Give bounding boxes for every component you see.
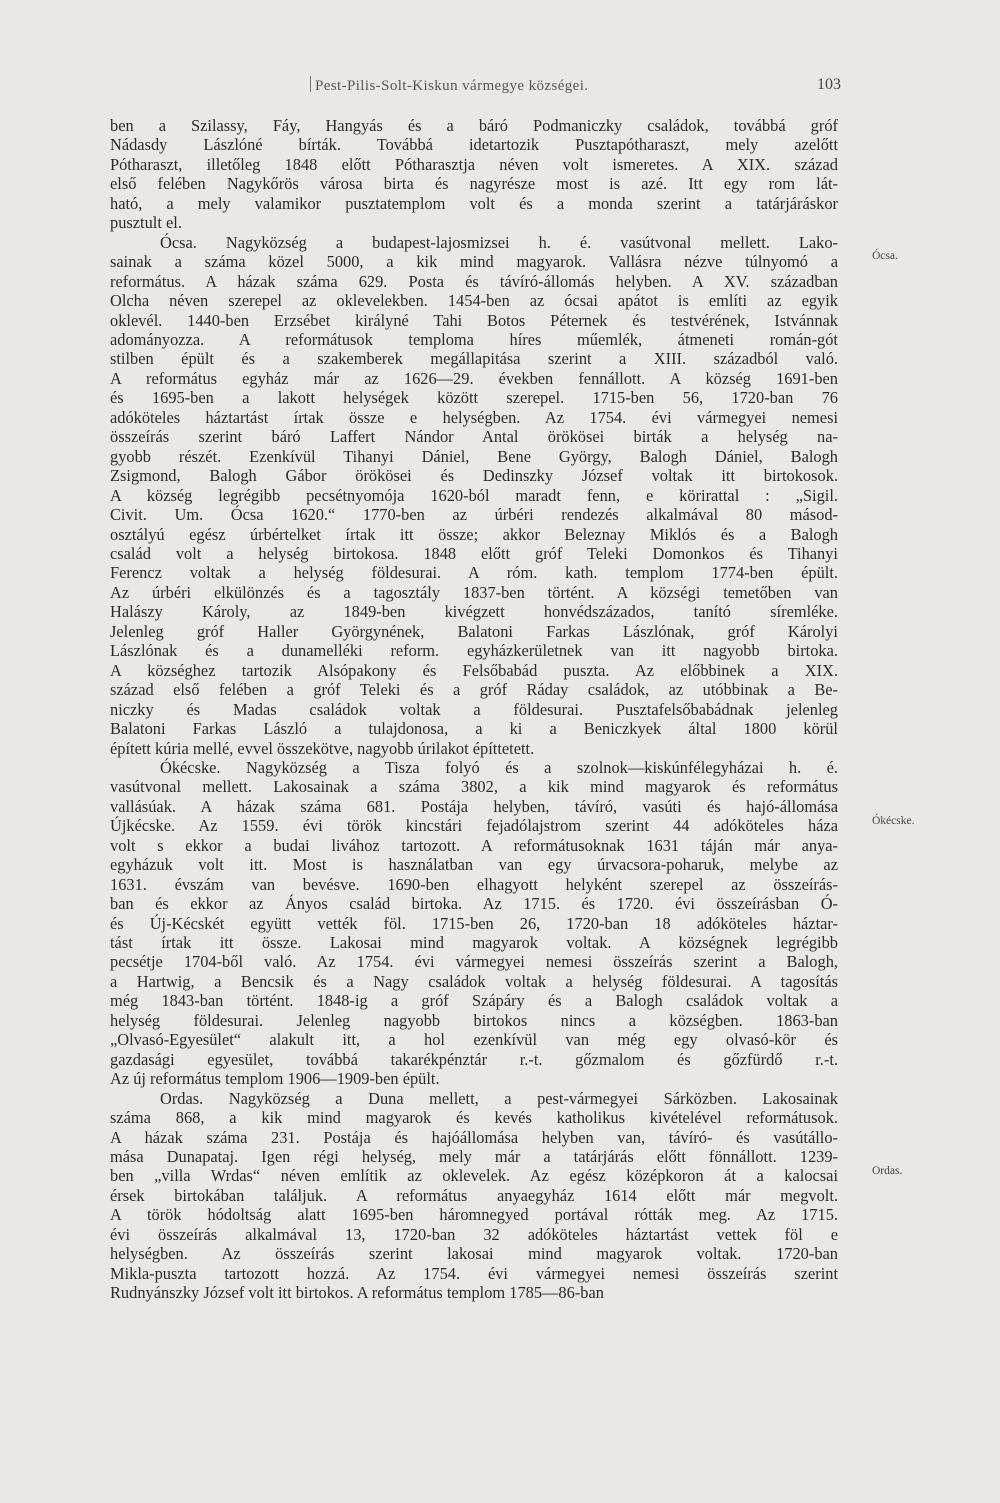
text-line: vasútvonal mellett. Lakosainak a száma 3802, a kik mind magyarok és református — [110, 777, 838, 797]
text-line: Civit. Um. Ócsa 1620.“ 1770-ben az úrbéri rendezés alkalmával 80 másod- — [110, 505, 838, 525]
header-rule — [310, 76, 311, 92]
text-line: Ordas. Nagyközség a Duna mellett, a pest-vármegyei Sárközben. Lakosainak — [160, 1088, 838, 1108]
text-line: gyobb részét. Ezenkívül Tihanyi Dániel, Bene György, Balogh Dániel, Balogh — [110, 446, 838, 466]
text-line: Rudnyánszky József volt itt birtokos. A református templom 1785—86-ban — [110, 1283, 604, 1303]
text-line: ban és ekkor az Ányos család birtoka. Az 1715. és 1720. évi összeírásban Ó- — [110, 894, 838, 914]
text-line: ható, a mely valamikor pusztatemplom volt és a monda szerint a tatárjáráskor — [110, 193, 838, 213]
text-line: Ócsa. Nagyközség a budapest-lajosmizsei h. é. vasútvonal mellett. Lako- — [160, 232, 838, 252]
text-line: Az úrbéri elkülönzés és a tagosztály 1837-ben történt. A községi temetőben van — [110, 582, 838, 602]
text-line: Újkécske. Az 1559. évi török kincstári fejadólajstrom szerint 44 adóköteles háza — [110, 816, 838, 836]
text-line: még 1843-ban történt. 1848-ig a gróf Szápáry és a Balogh családok voltak a — [110, 991, 838, 1011]
text-line: stilben épült és a szakemberek megállapitása szerint a XIII. századból való. — [110, 349, 838, 369]
text-line: helységben. Az összeírás szerint lakosai mind magyarok voltak. 1720-ban — [110, 1244, 838, 1264]
text-line: mása Dunapataj. Igen régi helység, mely már a tatárjárás előtt fönnállott. 1239- — [110, 1147, 838, 1167]
text-line: Pótharaszt, illetőleg 1848 előtt Pótharasztja néven volt ismeretes. A XIX. század — [110, 154, 838, 174]
text-line: pecsétje 1704-ből való. Az 1754. évi vármegyei nemesi összeírás szerint a Balogh, — [110, 952, 838, 972]
text-line: Ferencz voltak a helység földesurai. A róm. kath. templom 1774-ben épült. — [110, 563, 838, 583]
margin-note-ordas: Ordas. — [872, 1165, 903, 1177]
text-line: egyházuk volt itt. Most is használatban van egy úrvacsora-poharuk, melybe az — [110, 855, 838, 875]
text-line: Halászy Károly, az 1849-ben kivégzett honvédszázados, tanító síremléke. — [110, 602, 838, 622]
text-line: sainak a száma közel 5000, a kik mind magyarok. Vallásra nézve túlnyomó a — [110, 252, 838, 272]
running-title — [310, 76, 588, 95]
text-line: A község legrégibb pecsétnyomója 1620-ból maradt fenn, e körirattal : „Sigil. — [110, 485, 838, 505]
text-line: család volt a helység birtokosa. 1848 előtt gróf Teleki Domonkos és Tihanyi — [110, 543, 838, 563]
text-line: 1631. évszám van bevésve. 1690-ben elhagyott helyként szerepel az összeírás- — [110, 874, 838, 894]
text-line: Ókécske. Nagyközség a Tisza folyó és a szolnok—kiskúnfélegyházai h. é. — [160, 757, 838, 777]
text-line: adományozza. A reformátusok temploma híres műemlék, átmeneti román-gót — [110, 329, 838, 349]
text-line: oklevél. 1440-ben Erzsébet királyné Tahi Botos Péternek és testvérének, Istvánnak — [110, 310, 838, 330]
margin-note-ocsa: Ócsa. — [872, 250, 898, 262]
paragraph-ordas — [110, 1089, 838, 1303]
paragraph-pusztapotharaszt — [110, 116, 838, 233]
text-line: református. A házak száma 629. Posta és távíró-állomás helyben. A XV. században — [110, 271, 838, 291]
text-line: adóköteles háztartást írtak össze e helységben. Az 1754. évi vármegyei nemesi — [110, 407, 838, 427]
text-line: A községhez tartozik Alsópakony és Felsőbabád puszta. Az előbbinek a XIX. — [110, 660, 838, 680]
text-line: a Hartwig, a Bencsik és a Nagy családok voltak a helység földesurai. A tagosítás — [110, 971, 838, 991]
text-line: ben „villa Wrdas“ néven említik az oklevelek. Az egész középkoron át a kalocsai — [110, 1166, 838, 1186]
text-line: Az új református templom 1906—1909-ben épült. — [110, 1069, 440, 1089]
text-line: és Új-Kécskét együtt vették föl. 1715-ben 26, 1720-ban 18 adóköteles háztar- — [110, 913, 838, 933]
text-line: osztályú egész úrbértelket írtak itt össze; akkor Beleznay Miklós és a Balogh — [110, 524, 838, 544]
running-title-text: Pest-Pilis-Solt-Kiskun vármegye községei. — [315, 78, 589, 94]
text-line: Balatoni Farkas László a tulajdonosa, a ki a Beniczkyek által 1800 körül — [110, 719, 838, 739]
text-line: ben a Szilassy, Fáy, Hangyás és a báró Podmaniczky családok, továbbá gróf — [110, 116, 838, 135]
text-line: helység földesurai. Jelenleg nagyobb birtokos nincs a községben. 1863-ban — [110, 1010, 838, 1030]
text-line: Olcha néven szerepel az oklevelekben. 1454-ben az ócsai apátot is említi az egyik — [110, 291, 838, 311]
text-line: pusztult el. — [110, 213, 182, 233]
paragraph-ocsa — [110, 233, 838, 758]
text-line: évi összeírás alkalmával 13, 1720-ban 32 adóköteles háztartást vettek föl e — [110, 1224, 838, 1244]
text-line: A házak száma 231. Postája és hajóállomása helyben van, távíró- és vasútállo- — [110, 1127, 838, 1147]
text-line: első felében Nagykőrös városa birta és nagyrésze most is azé. Itt egy rom lát- — [110, 174, 838, 194]
text-line: épített kúria mellé, evvel összekötve, nagyobb úrilakot építtetett. — [110, 738, 535, 758]
page-number: 103 — [817, 76, 841, 93]
text-line: vallásúak. A házak száma 681. Postája helyben, távíró, vasúti és hajó-állomása — [110, 796, 838, 816]
text-line: Nádasdy Lászlóné bírták. Továbbá idetartozik Pusztapótharaszt, mely azelőtt — [110, 135, 838, 155]
text-line: és 1695-ben a lakott helységek között szerepel. 1715-ben 56, 1720-ban 76 — [110, 388, 838, 408]
text-line: Lászlónak és a dunamelléki reform. egyházkerületnek van itt nagyobb birtoka. — [110, 641, 838, 661]
text-line: gazdasági egyesület, továbbá takarékpénztár r.-t. gőzmalom és gőzfürdő r.-t. — [110, 1049, 838, 1069]
text-line: niczky és Madas családok voltak a földesurai. Pusztafelsőbabádnak jelenleg — [110, 699, 838, 719]
text-line: A török hódoltság alatt 1695-ben háromnegyed portával rótták meg. Az 1715. — [110, 1205, 838, 1225]
text-line: száma 868, a kik mind magyarok és kevés katholikus kivételével reformátusok. — [110, 1108, 838, 1128]
text-line: érsek birtokában találjuk. A református anyaegyház 1614 előtt már megvolt. — [110, 1185, 838, 1205]
text-line: Zsigmond, Balogh Gábor örökösei és Dedinszky József voltak itt birtokosok. — [110, 466, 838, 486]
margin-note-okecske: Ókécske. — [872, 815, 915, 827]
running-header — [0, 76, 1000, 100]
text-line: volt s ekkor a budai livához tartozott. A reformátusoknak 1631 táján már anya- — [110, 835, 838, 855]
text-line: Jelenleg gróf Haller Györgynének, Balatoni Farkas Lászlónak, gróf Károlyi — [110, 621, 838, 641]
text-line: tást írtak itt össze. Lakosai mind magyarok voltak. A községnek legrégibb — [110, 933, 838, 953]
text-line: A református egyház már az 1626—29. években fennállott. A község 1691-ben — [110, 368, 838, 388]
text-line: század első felében a gróf Teleki és a gróf Ráday családok, az utóbbinak a Be- — [110, 680, 838, 700]
body-text — [110, 116, 838, 1303]
text-line: összeírás szerint báró Laffert Nándor Antal örökösei birták a helység na- — [110, 427, 838, 447]
text-line: Mikla-puszta tartozott hozzá. Az 1754. évi vármegyei nemesi összeírás szerint — [110, 1263, 838, 1283]
paragraph-okecske — [110, 758, 838, 1089]
text-line: „Olvasó-Egyesület“ alakult itt, a hol ezenkívül van még egy olvasó-kör és — [110, 1030, 838, 1050]
